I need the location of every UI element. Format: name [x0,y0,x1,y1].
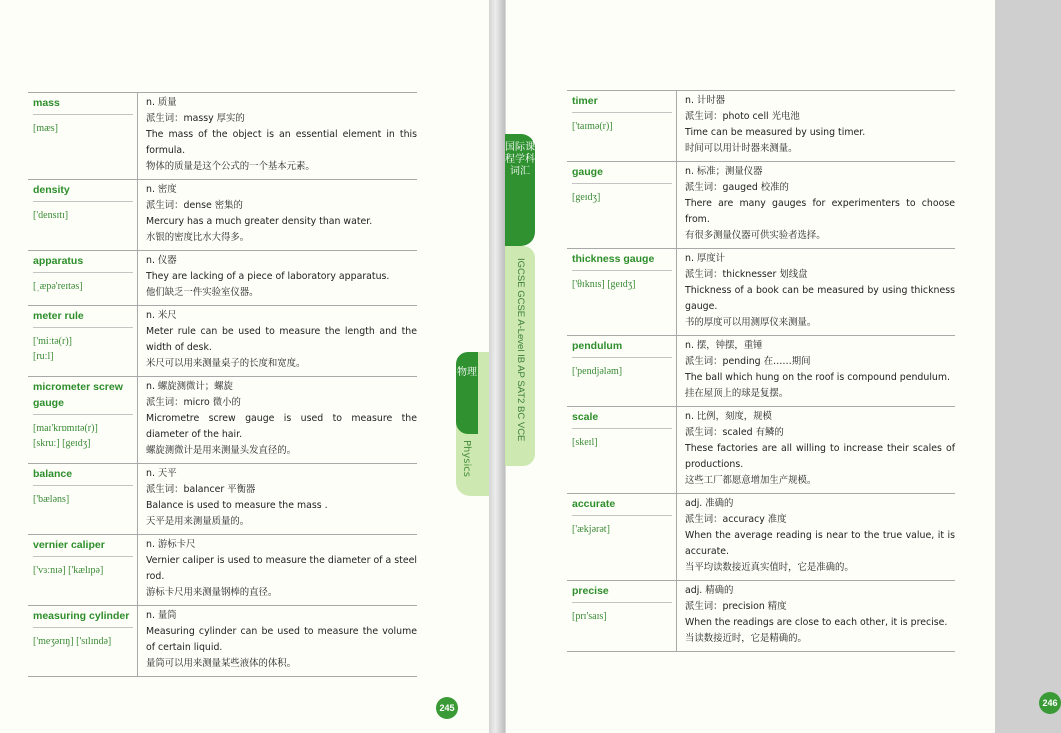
entry-derivative: 派生词：pending 在……期间 [685,356,811,367]
entry-body [677,336,955,406]
entry-example-cn: 这些工厂都愿意增加生产规模。 [685,475,817,486]
subject-tab-cn: 物理 [456,352,478,434]
entry-example-en: Balance is used to measure the mass . [146,500,328,511]
entry-body [677,91,955,161]
vocab-entry [28,376,417,463]
entry-word: gauge [572,166,603,178]
entry-phonetic: [maɪ'krɒmɪtə(r)] [skruː] [geɪdʒ] [33,414,133,451]
entry-word: mass [33,97,60,109]
entry-meaning: n. 摆，钟摆，重锤 [685,340,763,351]
vocab-entry [567,335,955,406]
entry-body [677,581,955,651]
vocabulary-side-tab: 国际课程学科词汇 [505,134,535,246]
entry-body [138,93,417,179]
vocab-entry [28,250,417,305]
entry-example-cn: 游标卡尺用来测量钢棒的直径。 [146,587,278,598]
entry-example-en: Mercury has a much greater density than water. [146,216,373,227]
entry-phonetic: [skeɪl] [572,428,672,450]
entry-head [28,377,138,463]
entry-example-cn: 当读数接近时，它是精确的。 [685,633,807,644]
entry-phonetic: ['densɪtɪ] [33,201,133,223]
entry-word: precise [572,585,609,597]
entry-word: scale [572,411,599,423]
entry-word: density [33,184,70,196]
entry-meaning: n. 螺旋测微计；螺旋 [146,381,233,392]
entry-derivative: 派生词：massy 厚实的 [146,113,245,124]
entry-example-cn: 他们缺乏一件实验室仪器。 [146,287,259,298]
entry-derivative: 派生词：scaled 有鳞的 [685,427,784,438]
entry-derivative: 派生词：thicknesser 划线盘 [685,269,808,280]
entry-derivative: 派生词：dense 密集的 [146,200,243,211]
curriculum-strip-text: IGCSE GCSE A-Level IB AP SAT2 BC VCE [515,258,526,442]
entry-head [567,249,677,335]
entry-body [138,535,417,605]
entry-meaning: n. 天平 [146,468,177,479]
entry-example-cn: 米尺可以用来测量桌子的长度和宽度。 [146,358,306,369]
entry-word: pendulum [572,340,623,352]
page-number-left: 245 [436,697,458,719]
vocab-entry [28,305,417,376]
entry-meaning: n. 密度 [146,184,177,195]
left-page [0,0,490,733]
vocab-entry [567,406,955,493]
entry-head [567,336,677,406]
entry-derivative: 派生词：accuracy 准度 [685,514,787,525]
entry-phonetic: ['miːtə(r)] [ruːl] [33,327,133,364]
entry-derivative: 派生词：balancer 平衡器 [146,484,256,495]
page-number-right: 246 [1039,692,1061,714]
entry-word: meter rule [33,310,84,322]
entry-body [138,464,417,534]
vocab-entry [567,248,955,335]
entry-meaning: n. 厚度计 [685,253,726,264]
entry-derivative: 派生词：photo cell 光电池 [685,111,800,122]
entry-head [567,581,677,651]
entry-phonetic: [ˌæpə'reɪtəs] [33,272,133,294]
right-entry-table [567,90,955,652]
entry-body [677,249,955,335]
entry-word: timer [572,95,598,107]
entry-word: apparatus [33,255,84,267]
entry-example-en: Micrometre screw gauge is used to measure the diameter of the hair. [146,413,417,440]
entry-example-cn: 水银的密度比水大得多。 [146,232,250,243]
entry-head [28,251,138,305]
entry-phonetic: [prɪ'saɪs] [572,602,672,624]
vocab-entry [28,463,417,534]
entry-body [138,251,417,305]
entry-example-cn: 书的厚度可以用测厚仪来测量。 [685,317,817,328]
entry-body [138,306,417,376]
entry-example-en: Measuring cylinder can be used to measure the volume of certain liquid. [146,626,417,653]
entry-head [28,93,138,179]
entry-body [677,494,955,580]
entry-example-cn: 有很多测量仪器可供实验者选择。 [685,230,826,241]
entry-meaning: n. 游标卡尺 [146,539,196,550]
entry-meaning: adj. 准确的 [685,498,734,509]
entry-phonetic: ['taɪmə(r)] [572,112,672,134]
vocab-entry [28,179,417,250]
entry-phonetic: [geɪdʒ] [572,183,672,205]
entry-head [28,180,138,250]
entry-example-cn: 物体的质量是这个公式的一个基本元素。 [146,161,315,172]
entry-word: balance [33,468,73,480]
entry-word: vernier caliper [33,539,105,551]
entry-phonetic: ['meʒərɪŋ] ['sɪlɪndə] [33,627,133,649]
left-entry-table [28,92,417,677]
entry-word: accurate [572,498,616,510]
entry-word: thickness gauge [572,253,655,265]
vocab-entry [567,161,955,248]
entry-example-cn: 量筒可以用来测量某些液体的体积。 [146,658,297,669]
entry-example-cn: 挂在屋顶上的球是复摆。 [685,388,789,399]
entry-body [138,377,417,463]
entry-head [28,306,138,376]
entry-meaning: n. 计时器 [685,95,726,106]
entry-meaning: n. 量筒 [146,610,177,621]
entry-example-en: Thickness of a book can be measured by using thickness gauge. [685,285,955,312]
vocab-entry [28,534,417,605]
entry-phonetic: ['ækjərət] [572,515,672,537]
right-page [505,0,1058,733]
entry-meaning: adj. 精确的 [685,585,734,596]
entry-example-en: When the readings are close to each other, it is precise. [685,617,948,628]
entry-derivative: 派生词：micro 微小的 [146,397,241,408]
entry-phonetic: ['pendjələm] [572,357,672,379]
entry-meaning: n. 比例，刻度，规模 [685,411,772,422]
entry-head [28,606,138,676]
entry-example-en: The mass of the object is an essential element in this formula. [146,129,417,156]
entry-head [567,91,677,161]
entry-phonetic: [mæs] [33,114,133,136]
entry-example-en: There are many gauges for experimenters to choose from. [685,198,955,225]
entry-body [138,606,417,676]
entry-example-en: They are lacking of a piece of laboratory apparatus. [146,271,390,282]
vocab-entry [567,493,955,580]
entry-word: measuring cylinder [33,610,130,622]
subject-tab-en: Physics [461,440,472,477]
book-gutter [489,0,505,733]
entry-meaning: n. 米尺 [146,310,177,321]
entry-example-en: The ball which hung on the roof is compound pendulum. [685,372,950,383]
entry-body [138,180,417,250]
entry-example-en: Time can be measured by using timer. [685,127,866,138]
vocab-entry [28,605,417,677]
entry-phonetic: ['θɪknɪs] [geɪdʒ] [572,270,672,292]
entry-example-en: These factories are all willing to increase their scales of productions. [685,443,955,470]
entry-example-cn: 螺旋测微计是用来测量头发直径的。 [146,445,297,456]
entry-example-cn: 时间可以用计时器来测量。 [685,143,798,154]
entry-head [567,494,677,580]
entry-derivative: 派生词：gauged 校准的 [685,182,789,193]
entry-meaning: n. 仪器 [146,255,177,266]
vocab-entry [567,90,955,161]
entry-example-en: Meter rule can be used to measure the length and the width of desk. [146,326,417,353]
entry-body [677,407,955,493]
entry-head [28,464,138,534]
entry-example-cn: 当平均读数接近真实值时，它是准确的。 [685,562,854,573]
entry-example-en: When the average reading is near to the true value, it is accurate. [685,530,955,557]
entry-phonetic: ['vɜːnɪə] ['kælɪpə] [33,556,133,578]
entry-word: micrometer screw gauge [33,381,123,409]
entry-body [677,162,955,248]
entry-example-en: Vernier caliper is used to measure the diameter of a steel rod. [146,555,417,582]
entry-meaning: n. 标准；测量仪器 [685,166,763,177]
vocab-entry [28,92,417,179]
entry-phonetic: ['bæləns] [33,485,133,507]
entry-head [567,162,677,248]
entry-head [28,535,138,605]
entry-meaning: n. 质量 [146,97,177,108]
entry-derivative: 派生词：precision 精度 [685,601,787,612]
entry-head [567,407,677,493]
vocab-entry [567,580,955,652]
entry-example-cn: 天平是用来测量质量的。 [146,516,250,527]
